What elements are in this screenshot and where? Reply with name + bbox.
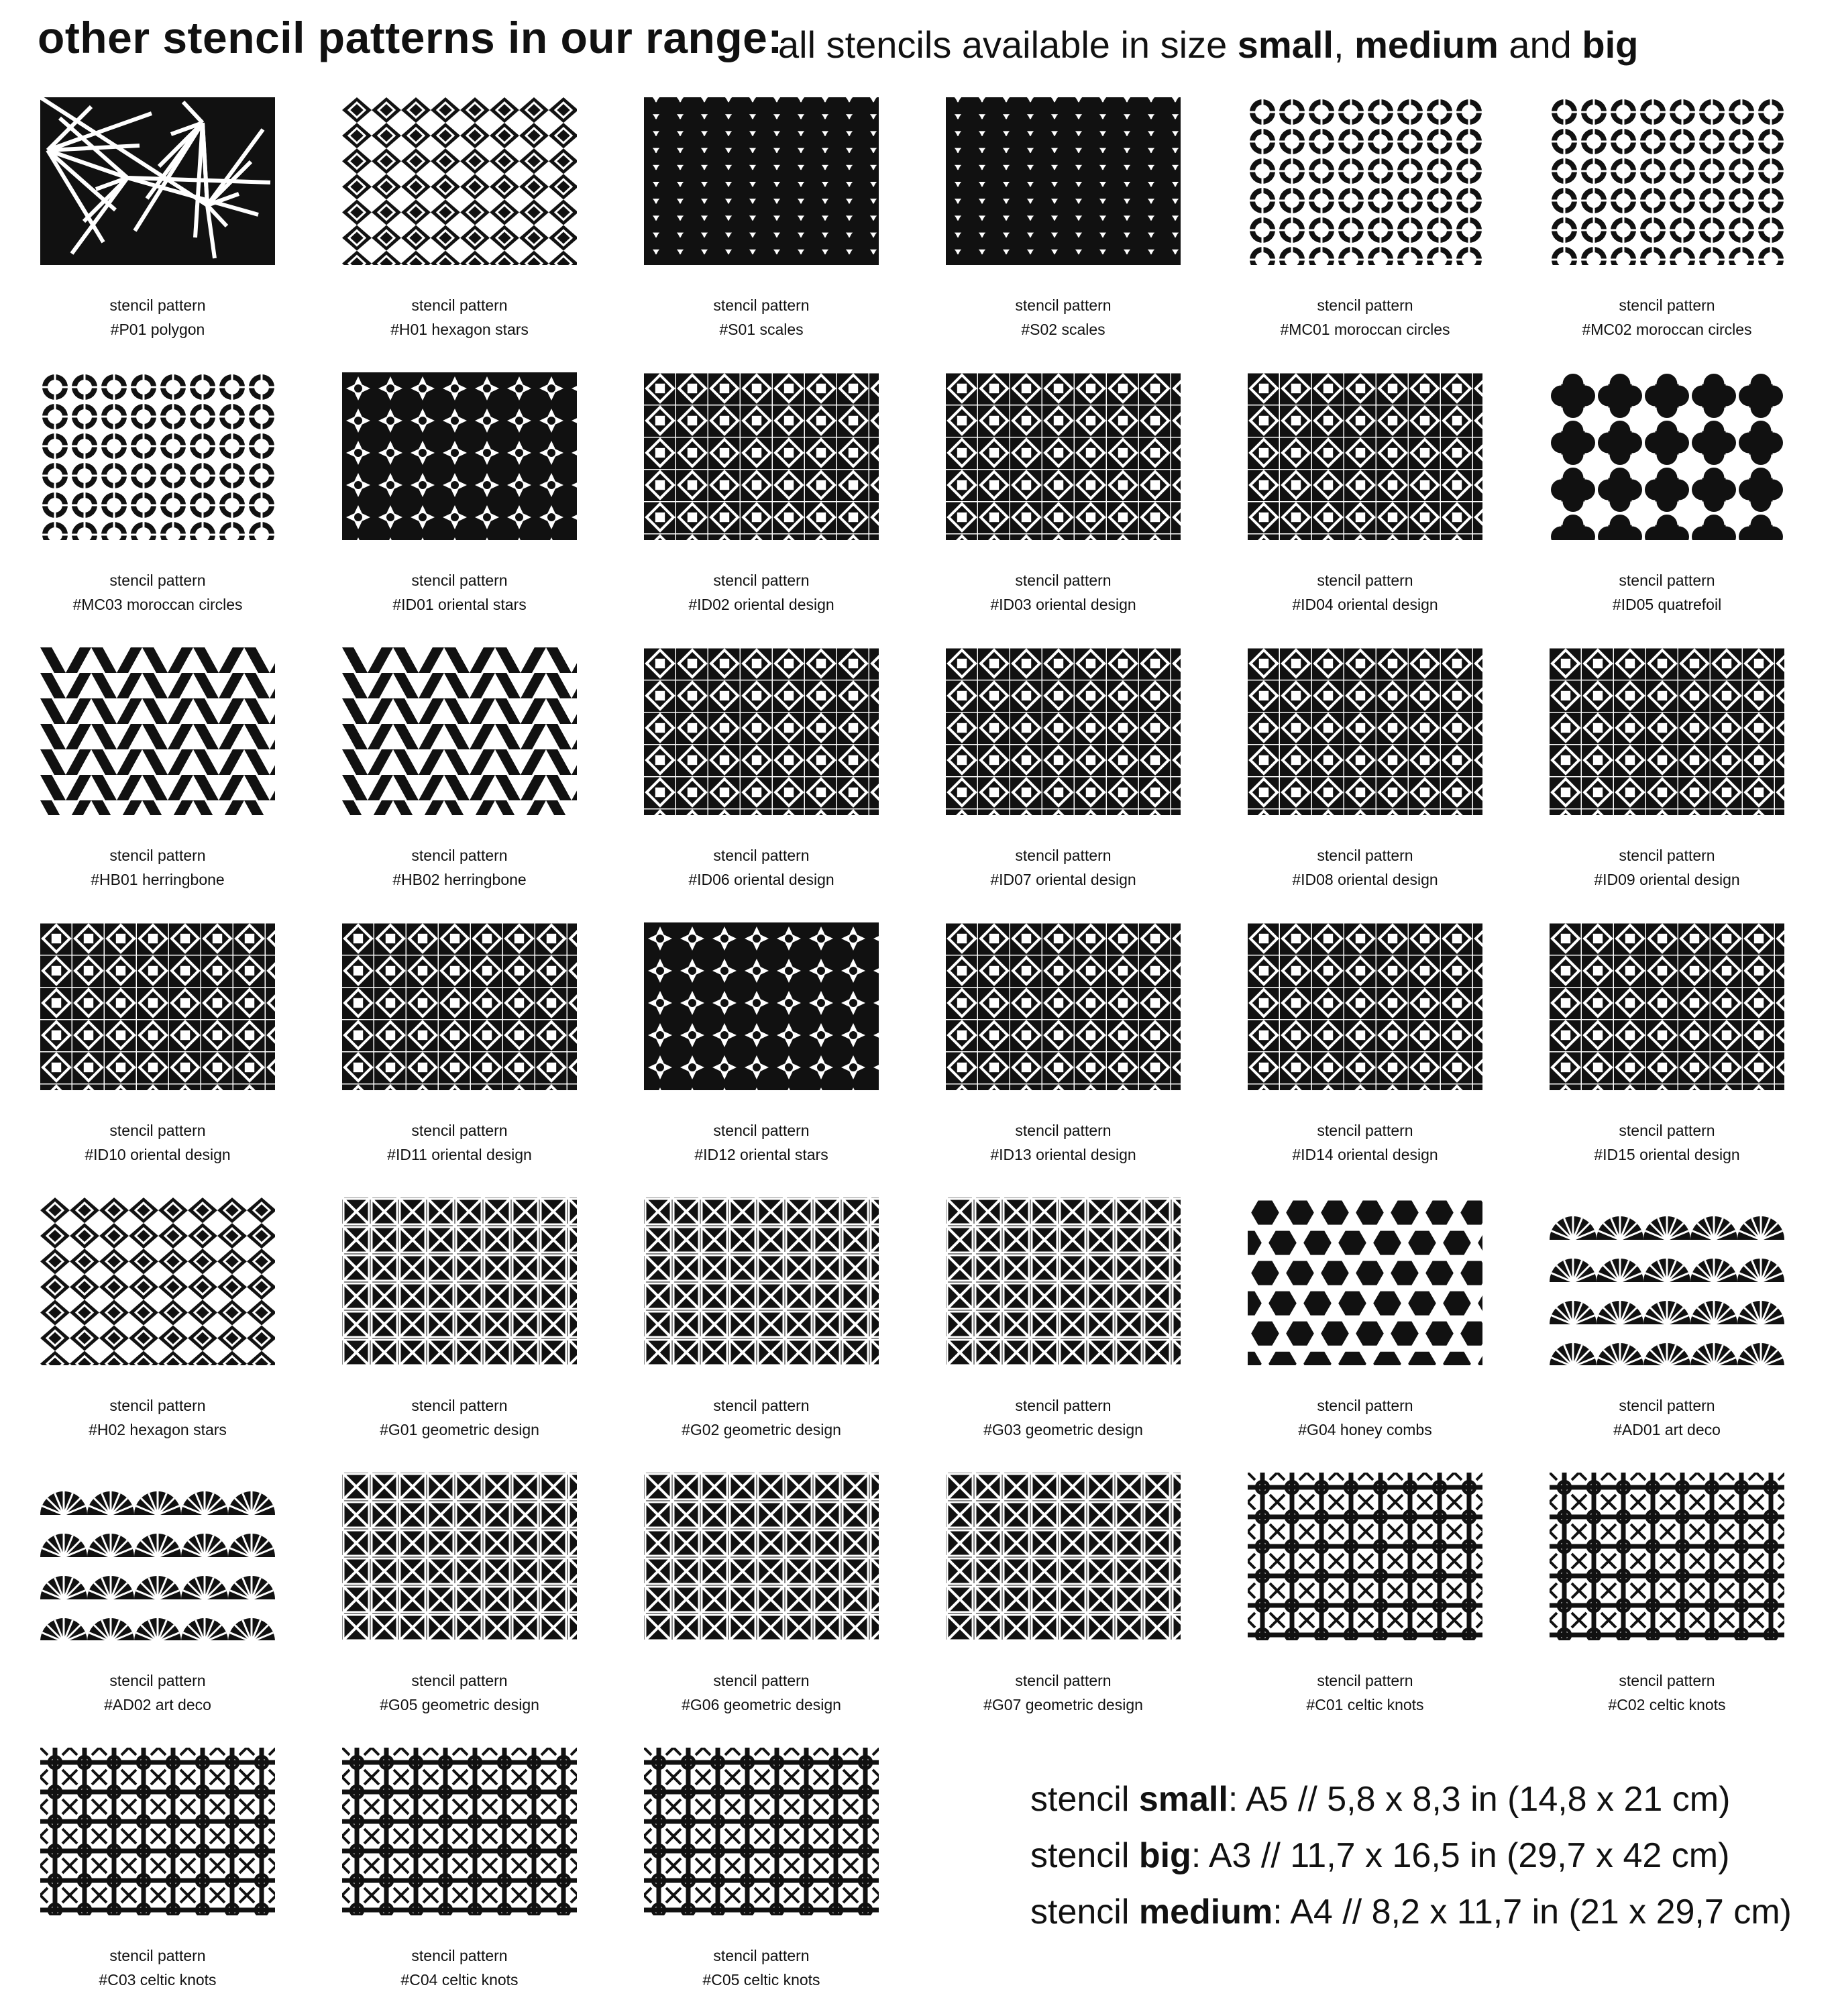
stencil-caption	[610, 293, 912, 341]
size-small-label: small	[1237, 23, 1334, 66]
stencil-label: stencil pattern	[713, 572, 810, 589]
hexagon-stars-pattern-icon	[40, 1198, 275, 1365]
quatrefoil-pattern-icon	[1550, 372, 1784, 540]
stencil-label: stencil pattern	[1015, 297, 1112, 314]
stencil-code: #C01 celtic knots	[1306, 1696, 1424, 1713]
oriental-design-pattern-icon	[946, 372, 1181, 540]
stencil-caption	[309, 1668, 610, 1717]
stencil-caption	[1516, 293, 1818, 341]
stencil-code: #AD01 art deco	[1613, 1421, 1721, 1438]
stencil-label: stencil pattern	[713, 1672, 810, 1689]
stencil-label: stencil pattern	[713, 297, 810, 314]
oriental-design-pattern-icon	[40, 922, 275, 1090]
stencil-item	[912, 1473, 1214, 1741]
oriental-design-pattern-icon	[1248, 372, 1482, 540]
stencil-caption	[1214, 1668, 1516, 1717]
oriental-design-pattern-icon	[946, 922, 1181, 1090]
stencil-item	[610, 1198, 912, 1466]
stencil-item	[912, 97, 1214, 366]
stencil-item	[912, 1198, 1214, 1466]
stencil-caption	[7, 293, 309, 341]
stencil-caption	[309, 1118, 610, 1167]
stencil-caption	[1214, 843, 1516, 892]
stencil-caption	[309, 1393, 610, 1442]
stencil-code: #C02 celtic knots	[1608, 1696, 1726, 1713]
stencil-label: stencil pattern	[411, 847, 508, 864]
stencil-item	[309, 97, 610, 366]
moroccan-circles-pattern-icon	[1248, 97, 1482, 265]
stencil-code: #C05 celtic knots	[702, 1971, 820, 1988]
stencil-code: #ID10 oriental design	[85, 1146, 231, 1163]
stencil-item	[1516, 922, 1818, 1191]
stencil-label: stencil pattern	[1015, 1397, 1112, 1414]
stencil-caption	[1214, 1393, 1516, 1442]
stencil-item	[1516, 372, 1818, 641]
stencil-label: stencil pattern	[1317, 1122, 1413, 1139]
oriental-design-pattern-icon	[644, 372, 879, 540]
stencil-item	[1214, 1198, 1516, 1466]
stencil-item	[7, 97, 309, 366]
stencil-label: stencil pattern	[713, 847, 810, 864]
stencil-caption	[309, 1944, 610, 1992]
stencil-label: stencil pattern	[1619, 847, 1715, 864]
stencil-label: stencil pattern	[109, 1672, 206, 1689]
oriental-design-pattern-icon	[946, 647, 1181, 815]
stencil-code: #C03 celtic knots	[99, 1971, 217, 1988]
stencil-item	[610, 97, 912, 366]
stencil-code: #ID07 oriental design	[990, 871, 1136, 888]
polygon-pattern-icon	[40, 97, 275, 265]
stencil-code: #H02 hexagon stars	[89, 1421, 227, 1438]
page-title: other stencil patterns in our range:	[38, 13, 783, 62]
stencil-label: stencil pattern	[1015, 847, 1112, 864]
stencil-label: stencil pattern	[109, 1397, 206, 1414]
stencil-label: stencil pattern	[1619, 297, 1715, 314]
stencil-caption	[912, 843, 1214, 892]
geometric-pattern-icon	[644, 1198, 879, 1365]
herringbone-pattern-icon	[40, 647, 275, 815]
stencil-label: stencil pattern	[1317, 1672, 1413, 1689]
honeycomb-pattern-icon	[1248, 1198, 1482, 1365]
stencil-item	[7, 647, 309, 916]
stencil-caption	[1516, 1668, 1818, 1717]
stencil-code: #ID08 oriental design	[1292, 871, 1438, 888]
stencil-item	[912, 922, 1214, 1191]
stencil-label: stencil pattern	[1619, 572, 1715, 589]
oriental-design-pattern-icon	[1248, 647, 1482, 815]
stencil-caption	[912, 293, 1214, 341]
stencil-caption	[1516, 843, 1818, 892]
stencil-code: #ID03 oriental design	[990, 596, 1136, 613]
stencil-item	[1214, 1473, 1516, 1741]
stencil-item	[7, 1198, 309, 1466]
stencil-label: stencil pattern	[1317, 1397, 1413, 1414]
stencil-label: stencil pattern	[109, 297, 206, 314]
stencil-caption	[309, 843, 610, 892]
art-deco-pattern-icon	[40, 1473, 275, 1640]
stencil-caption	[912, 1118, 1214, 1167]
stencil-caption	[610, 1944, 912, 1992]
stencil-item	[309, 1473, 610, 1741]
stencil-item	[610, 647, 912, 916]
stencil-caption	[912, 1668, 1214, 1717]
stencil-label: stencil pattern	[1317, 847, 1413, 864]
stencil-label: stencil pattern	[713, 1397, 810, 1414]
stencil-caption	[7, 1393, 309, 1442]
stencil-caption	[7, 568, 309, 617]
size-spec-medium: stencil medium: A4 // 8,2 x 11,7 in (21 x 29,7 cm)	[1030, 1893, 1792, 1931]
hexagon-stars-pattern-icon	[342, 97, 577, 265]
stencil-code: #C04 celtic knots	[400, 1971, 519, 1988]
stencil-label: stencil pattern	[109, 572, 206, 589]
scales-pattern-icon	[946, 97, 1181, 265]
stencil-label: stencil pattern	[1015, 1672, 1112, 1689]
stencil-code: #ID05 quatrefoil	[1612, 596, 1722, 613]
stencil-code: #ID15 oriental design	[1594, 1146, 1740, 1163]
stencil-label: stencil pattern	[1317, 572, 1413, 589]
stencil-caption	[1516, 1393, 1818, 1442]
stencil-caption	[610, 1118, 912, 1167]
oriental-design-pattern-icon	[1550, 647, 1784, 815]
size-spec-small: stencil small: A5 // 5,8 x 8,3 in (14,8 x 21 cm)	[1030, 1780, 1731, 1819]
stencil-label: stencil pattern	[109, 1947, 206, 1964]
oriental-design-pattern-icon	[1550, 922, 1784, 1090]
stencil-caption	[912, 1393, 1214, 1442]
herringbone-pattern-icon	[342, 647, 577, 815]
stencil-code: #HB01 herringbone	[91, 871, 225, 888]
stencil-caption	[1214, 293, 1516, 341]
stencil-label: stencil pattern	[411, 297, 508, 314]
size-big-label: big	[1582, 23, 1639, 66]
stencil-code: #ID14 oriental design	[1292, 1146, 1438, 1163]
size-specifications	[1030, 1771, 1822, 1940]
subtitle-and: and	[1498, 23, 1582, 66]
stencil-label: stencil pattern	[411, 1672, 508, 1689]
stencil-item	[7, 372, 309, 641]
stencil-code: #P01 polygon	[110, 321, 205, 338]
celtic-knots-pattern-icon	[1550, 1473, 1784, 1640]
stencil-code: #ID09 oriental design	[1594, 871, 1740, 888]
stencil-code: #G01 geometric design	[380, 1421, 539, 1438]
stencil-label: stencil pattern	[109, 847, 206, 864]
stencil-code: #AD02 art deco	[104, 1696, 211, 1713]
stencil-code: #G03 geometric design	[983, 1421, 1143, 1438]
stencil-code: #ID06 oriental design	[688, 871, 834, 888]
stencil-code: #ID13 oriental design	[990, 1146, 1136, 1163]
stencil-caption	[1516, 1118, 1818, 1167]
stencil-caption	[309, 293, 610, 341]
oriental-design-pattern-icon	[342, 922, 577, 1090]
size-medium-label: medium	[1354, 23, 1499, 66]
stencil-item	[309, 1198, 610, 1466]
stencil-label: stencil pattern	[1317, 297, 1413, 314]
celtic-knots-pattern-icon	[342, 1748, 577, 1915]
stencil-code: #S01 scales	[719, 321, 804, 338]
oriental-design-pattern-icon	[644, 647, 879, 815]
stencil-code: #ID02 oriental design	[688, 596, 834, 613]
stencil-code: #MC01 moroccan circles	[1280, 321, 1450, 338]
stencil-label: stencil pattern	[411, 1122, 508, 1139]
stencil-code: #ID01 oriental stars	[392, 596, 527, 613]
stencil-item	[610, 922, 912, 1191]
stencil-code: #MC02 moroccan circles	[1582, 321, 1752, 338]
stencil-item	[610, 1473, 912, 1741]
celtic-knots-pattern-icon	[1248, 1473, 1482, 1640]
geometric-pattern-icon	[946, 1473, 1181, 1640]
stencil-label: stencil pattern	[1619, 1672, 1715, 1689]
stencil-item	[610, 1748, 912, 2016]
stencil-caption	[610, 568, 912, 617]
subtitle-prefix: all stencils available in size	[778, 23, 1238, 66]
stencil-label: stencil pattern	[713, 1122, 810, 1139]
stencil-item	[1516, 1473, 1818, 1741]
stencil-label: stencil pattern	[411, 1397, 508, 1414]
oriental-stars-pattern-icon	[342, 372, 577, 540]
stencil-caption	[7, 1944, 309, 1992]
stencil-label: stencil pattern	[1619, 1122, 1715, 1139]
stencil-item	[1214, 922, 1516, 1191]
stencil-item	[7, 1748, 309, 2016]
size-spec-big: stencil big: A3 // 11,7 x 16,5 in (29,7 x 42 cm)	[1030, 1836, 1730, 1875]
celtic-knots-pattern-icon	[40, 1748, 275, 1915]
stencil-code: #G04 honey combs	[1298, 1421, 1432, 1438]
stencil-item	[1516, 97, 1818, 366]
stencil-code: #MC03 moroccan circles	[72, 596, 243, 613]
stencil-code: #G05 geometric design	[380, 1696, 539, 1713]
stencil-label: stencil pattern	[713, 1947, 810, 1964]
moroccan-circles-pattern-icon	[40, 372, 275, 540]
art-deco-pattern-icon	[1550, 1198, 1784, 1365]
stencil-label: stencil pattern	[411, 572, 508, 589]
stencil-item	[1214, 372, 1516, 641]
stencil-label: stencil pattern	[1015, 572, 1112, 589]
geometric-pattern-icon	[342, 1473, 577, 1640]
stencil-caption	[912, 568, 1214, 617]
stencil-item	[912, 647, 1214, 916]
stencil-item	[309, 647, 610, 916]
stencil-code: #ID11 oriental design	[387, 1146, 532, 1163]
moroccan-circles-pattern-icon	[1550, 97, 1784, 265]
celtic-knots-pattern-icon	[644, 1748, 879, 1915]
stencil-caption	[7, 1118, 309, 1167]
geometric-pattern-icon	[342, 1198, 577, 1365]
stencil-item	[610, 372, 912, 641]
stencil-caption	[1516, 568, 1818, 617]
stencil-caption	[1214, 1118, 1516, 1167]
stencil-code: #ID12 oriental stars	[694, 1146, 828, 1163]
stencil-item	[309, 1748, 610, 2016]
stencil-item	[7, 1473, 309, 1741]
stencil-item	[309, 922, 610, 1191]
stencil-code: #S02 scales	[1021, 321, 1105, 338]
geometric-pattern-icon	[644, 1473, 879, 1640]
stencil-item	[1516, 1198, 1818, 1466]
stencil-item	[1214, 97, 1516, 366]
stencil-caption	[610, 1668, 912, 1717]
stencil-caption	[309, 568, 610, 617]
stencil-code: #ID04 oriental design	[1292, 596, 1438, 613]
scales-pattern-icon	[644, 97, 879, 265]
stencil-item	[1516, 647, 1818, 916]
stencil-code: #G07 geometric design	[983, 1696, 1143, 1713]
stencil-caption	[610, 843, 912, 892]
oriental-stars-pattern-icon	[644, 922, 879, 1090]
stencil-item	[1214, 647, 1516, 916]
stencil-code: #G06 geometric design	[682, 1696, 841, 1713]
stencil-label: stencil pattern	[109, 1122, 206, 1139]
stencil-label: stencil pattern	[1619, 1397, 1715, 1414]
stencil-code: #HB02 herringbone	[392, 871, 527, 888]
stencil-caption	[7, 843, 309, 892]
geometric-pattern-icon	[946, 1198, 1181, 1365]
stencil-caption	[610, 1393, 912, 1442]
stencil-caption	[7, 1668, 309, 1717]
stencil-caption	[1214, 568, 1516, 617]
stencil-label: stencil pattern	[1015, 1122, 1112, 1139]
stencil-label: stencil pattern	[411, 1947, 508, 1964]
subtitle-separator: ,	[1333, 23, 1355, 66]
oriental-design-pattern-icon	[1248, 922, 1482, 1090]
stencil-item	[912, 372, 1214, 641]
stencil-item	[7, 922, 309, 1191]
stencil-code: #H01 hexagon stars	[390, 321, 529, 338]
stencil-code: #G02 geometric design	[682, 1421, 841, 1438]
stencil-item	[309, 372, 610, 641]
